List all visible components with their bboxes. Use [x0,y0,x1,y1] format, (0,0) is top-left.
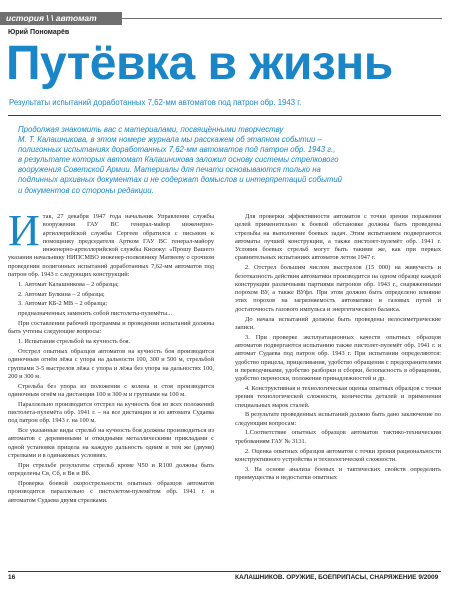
body-paragraph: 3. При проверке эксплуатационных качеств опытных образцов автоматов подвергаются испытанию также пистолет-пулемёт обр. 1941 г. и автомат Судаева под патрон обр. 1943 г. При испытании определяются: удобство прицела, прицеливания, удобство обращения с предохранителями и переводчиками, удобство разборки и сборки, безопасность в обращении, удобство переноски, положение принадлежностей и др. [235,333,441,383]
lead-line: М. Т. Калашникова, в этом номере журнала мы расскажем об этапном событии – [18,135,322,145]
drop-cap: И [8,206,40,255]
lead-line: в результате которых автомат Калашникова заложил основу системы стрелкового [18,155,339,165]
article-lead [18,125,436,196]
page-number: 16 [8,574,16,581]
body-paragraph: 1. Испытания стрельбой на кучность боя. [18,338,131,346]
lead-line: и документов со стороны редакции. [18,185,154,195]
body-paragraph: 2. Автомат Булкина – 2 образца; [18,290,105,298]
article-body [8,206,441,569]
subtitle-divider [8,115,441,116]
body-paragraph: При стрельбе результаты стрельб кроме Ч50 и R100 должны быть определены Св, Сб, в Вв и Вб. [8,461,214,478]
body-paragraph: предназначенных заменить собой пистолеты-пулемёты... [18,310,172,318]
article-author: Юрий Пономарёв [8,29,70,36]
body-paragraph: 2. Оценка опытных образцов автоматов с точки зрения рациональности конструктивного устройства и технологической сложности. [235,447,441,463]
footer-rule [8,571,441,572]
section-rubric: история \ \ автомат [0,12,122,25]
body-paragraph: В результате проведенных испытаний должно быть дано заключение по следующим вопросам: [235,411,441,427]
body-paragraph: 2. Отстрел большим числом выстрелов (15 000) на живучесть и безотказность действия автоматики производится на одном образце каждой конструкции различными партиями патронов обр. 1943 г., снаряженными порохом ВУ, а также ВУфл. При этом должно быть определено влияние этих порохов на загрязняемость автоматики и газовых путей и достаточность газового импульса и энергетического баланса. [235,264,441,313]
body-paragraph: 4. Конструктивная и технологическая оценка опытных образцов с точки зрения технологической сложности, количества деталей и применения специальных марок сталей. [235,384,441,409]
body-paragraph: 1.Соответствие опытных образцов автоматов тактико-техническим требованиям ГАУ № 3131. [235,429,441,445]
body-paragraph: 1. Автомат Калашникова – 2 образца; [18,280,119,288]
body-paragraph: Параллельно производится отстрел на кучность боя из всех положений пистолета-пулемёта обр. 1941 г. – на все дистанции и из автомата Судаева под патрон обр. 1943 г. на 100 м. [8,400,214,425]
lead-line: Продолжая знакомить вас с материалами, посвящёнными творчеству [18,125,284,134]
body-paragraph: Итак, 27 декабря 1947 года начальник Управления службы вооружения ГАУ ВС генерал-майор инженерно-артиллерийской службы Сергеев обратился с письмом к помощнику председателя Артком ГАУ ВС генерал-майору инженерно-артиллерийской службы Кисюку: «Прошу Вашего указания начальнику НИПСМВО инженер-полковнику Матвееву о срочном проведении полигонных испытаний доработанных 7,62-мм автоматов под патрон обр. 1943 г. следующих конструкций: [8,206,214,279]
article-title: Путёвка в жизнь [6,37,393,90]
lead-line: вооружения Советской Армии. Материалы для печати основываются только на [18,165,321,175]
body-paragraph: Все указанные виды стрельб на кучность боя должны производиться из автоматов с деревянными и откидными металлическими прикладами с одной установки прицела на каждую дальность одним и тем же (двумя) стрелками и в одинаковых условиях. [8,427,214,460]
body-paragraph: 3. На основе анализа боевых и тактических свойств определить преимущества и недостатки опытных [235,465,441,481]
body-paragraph: Проверка боевой скорострельности опытных образцов автоматов производится параллельно с пистолетом-пулемётом обр. 1941 г. и автоматом Судаева двумя стрелками. [8,479,214,504]
lead-line: подлинных архивных документах и не содержат домыслов и интерпретаций событий [18,175,342,185]
body-column-left [8,206,214,506]
article-subtitle: Результаты испытаний доработанных 7,62-мм автоматов под патрон обр. 1943 г. [9,98,302,107]
body-paragraph: 3. Автомат КБ-2 МВ – 2 образца; [18,300,108,308]
magazine-title: КАЛАШНИКОВ. ОРУЖИЕ, БОЕПРИПАСЫ, СНАРЯЖЕНИЕ 9/2009 [235,574,439,581]
lead-line: полигонных испытаниях доработанных 7,62-мм автоматов под патрон обр. 1943 г., [18,145,336,155]
body-paragraph: Отстрел опытных образцов автоматов на кучность боя производится одиночным огнём лёжа с упора на дальности 100, 300 и 500 м, стрельбой группами 3-5 выстрелов лёжа с упора и лёжа без упора на дальностях 100, 200 и 300 м. [8,347,214,380]
rubric-rule [122,18,442,19]
body-paragraph: Для проверки эффективности автоматов с точки зрения поражения целей применительно к боевой обстановке должны быть проведены стрельбы на выполнение боевых задач. Этим испытанием подвергаются автоматы лучшей конструкции, а также пистолет-пулемёт обр. 1941 г. Условия боевых стрельб могут быть такими же, как при первых сравнительных испытаниях автоматов летом 1947 г. [235,213,441,262]
page-footer [8,573,441,583]
body-paragraph: До начала испытаний должны быть проведены велосиметрические записи. [235,315,441,331]
body-paragraph: Стрельба без упора из положения с колена и стоя производится одиночным огнём на дистанции 100 и 300 м и группами на 100 м. [8,382,214,398]
body-column-right [235,213,441,484]
body-paragraph: При составлении рабочей программы и проведении испытаний должны быть учтены следующие вопросы: [8,320,214,336]
